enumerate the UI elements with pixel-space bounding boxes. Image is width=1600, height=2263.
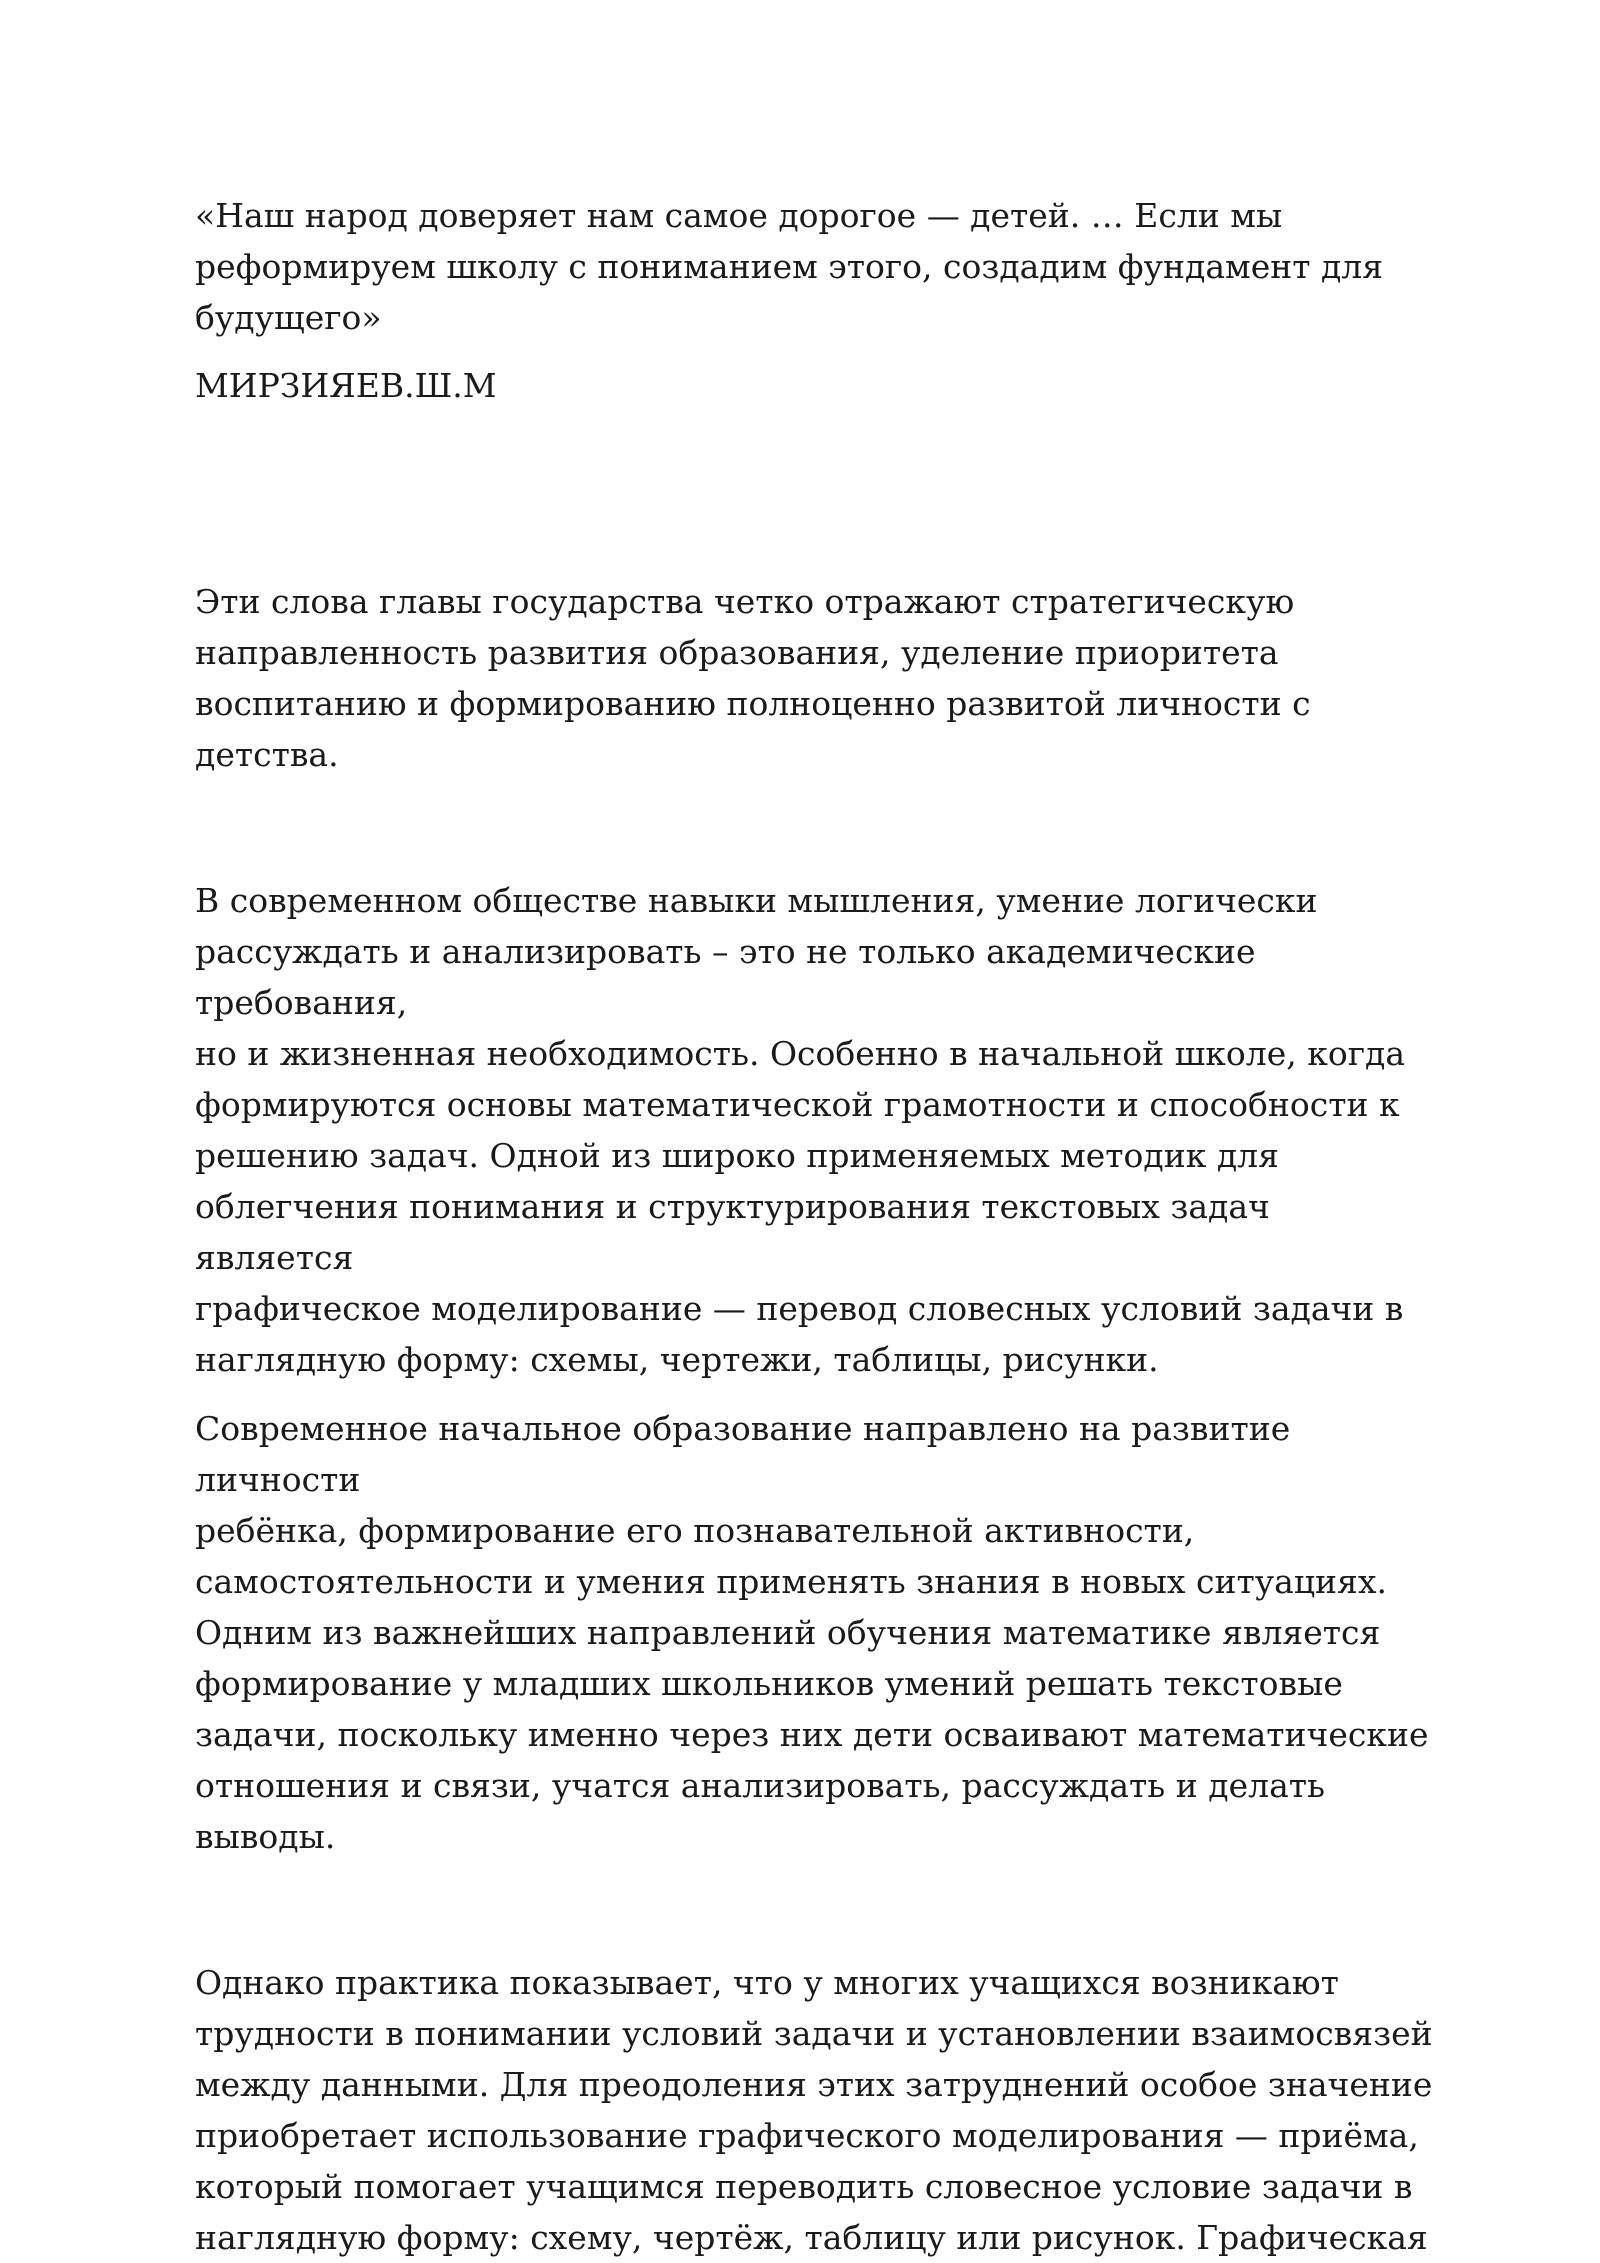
paragraph-line: облегчения понимания и структурирования текстовых задач является (195, 1187, 1270, 1277)
paragraph-line: наглядную форму: схемы, чертежи, таблицы, рисунки. (195, 1340, 1159, 1379)
paragraph (195, 576, 1435, 780)
paragraph-line: решению задач. Одной из широко применяемых методик для (195, 1136, 1279, 1175)
paragraph-line: приобретает использование графического моделирования — приёма, (195, 2116, 1419, 2155)
paragraph-line: графическое моделирование — перевод словесных условий задачи в (195, 1289, 1404, 1328)
paragraph-line: наглядную форму: схему, чертёж, таблицу или рисунок. Графическая (195, 2218, 1428, 2257)
paragraph (195, 1957, 1435, 2263)
paragraph-line: Эти слова главы государства четко отражают стратегическую (195, 582, 1295, 621)
paragraph (195, 875, 1435, 1385)
paragraph (195, 1403, 1435, 1862)
paragraph-line: рассуждать и анализировать – это не только академические требования, (195, 932, 1256, 1022)
paragraph-line: Одним из важнейших направлений обучения математике является (195, 1613, 1381, 1652)
paragraph-line: отношения и связи, учатся анализировать, рассуждать и делать выводы. (195, 1766, 1325, 1856)
paragraph-line: Однако практика показывает, что у многих учащихся возникают (195, 1963, 1339, 2002)
paragraph-line: воспитанию и формированию полноценно развитой личности с детства. (195, 684, 1311, 774)
quote-line: будущего» (195, 298, 382, 337)
paragraph-line: формирование у младших школьников умений решать текстовые (195, 1664, 1343, 1703)
quote-line: реформируем школу с пониманием этого, создадим фундамент для (195, 247, 1384, 286)
epigraph-quote (195, 190, 1435, 343)
quote-author: МИРЗИЯЕВ.Ш.М (195, 366, 497, 405)
paragraph-line: между данными. Для преодоления этих затруднений особое значение (195, 2065, 1433, 2104)
paragraph-line: формируются основы математической грамотности и способности к (195, 1085, 1400, 1124)
quote-line: «Наш народ доверяет нам самое дорогое — детей. … Если мы (195, 196, 1283, 235)
paragraph-line: Современное начальное образование направлено на развитие личности (195, 1409, 1291, 1499)
paragraph-line: но и жизненная необходимость. Особенно в начальной школе, когда (195, 1034, 1406, 1073)
paragraph-line: ребёнка, формирование его познавательной активности, (195, 1511, 1195, 1550)
paragraph-line: В современном обществе навыки мышления, умение логически (195, 881, 1318, 920)
document-body (195, 190, 1435, 2263)
paragraph-line: который помогает учащимся переводить словесное условие задачи в (195, 2167, 1413, 2206)
paragraph-line: задачи, поскольку именно через них дети осваивают математические (195, 1715, 1429, 1754)
paragraph-line: направленность развития образования, уделение приоритета (195, 633, 1279, 672)
paragraph-line: трудности в понимании условий задачи и установлении взаимосвязей (195, 2014, 1433, 2053)
paragraph-line: самостоятельности и умения применять знания в новых ситуациях. (195, 1562, 1387, 1601)
